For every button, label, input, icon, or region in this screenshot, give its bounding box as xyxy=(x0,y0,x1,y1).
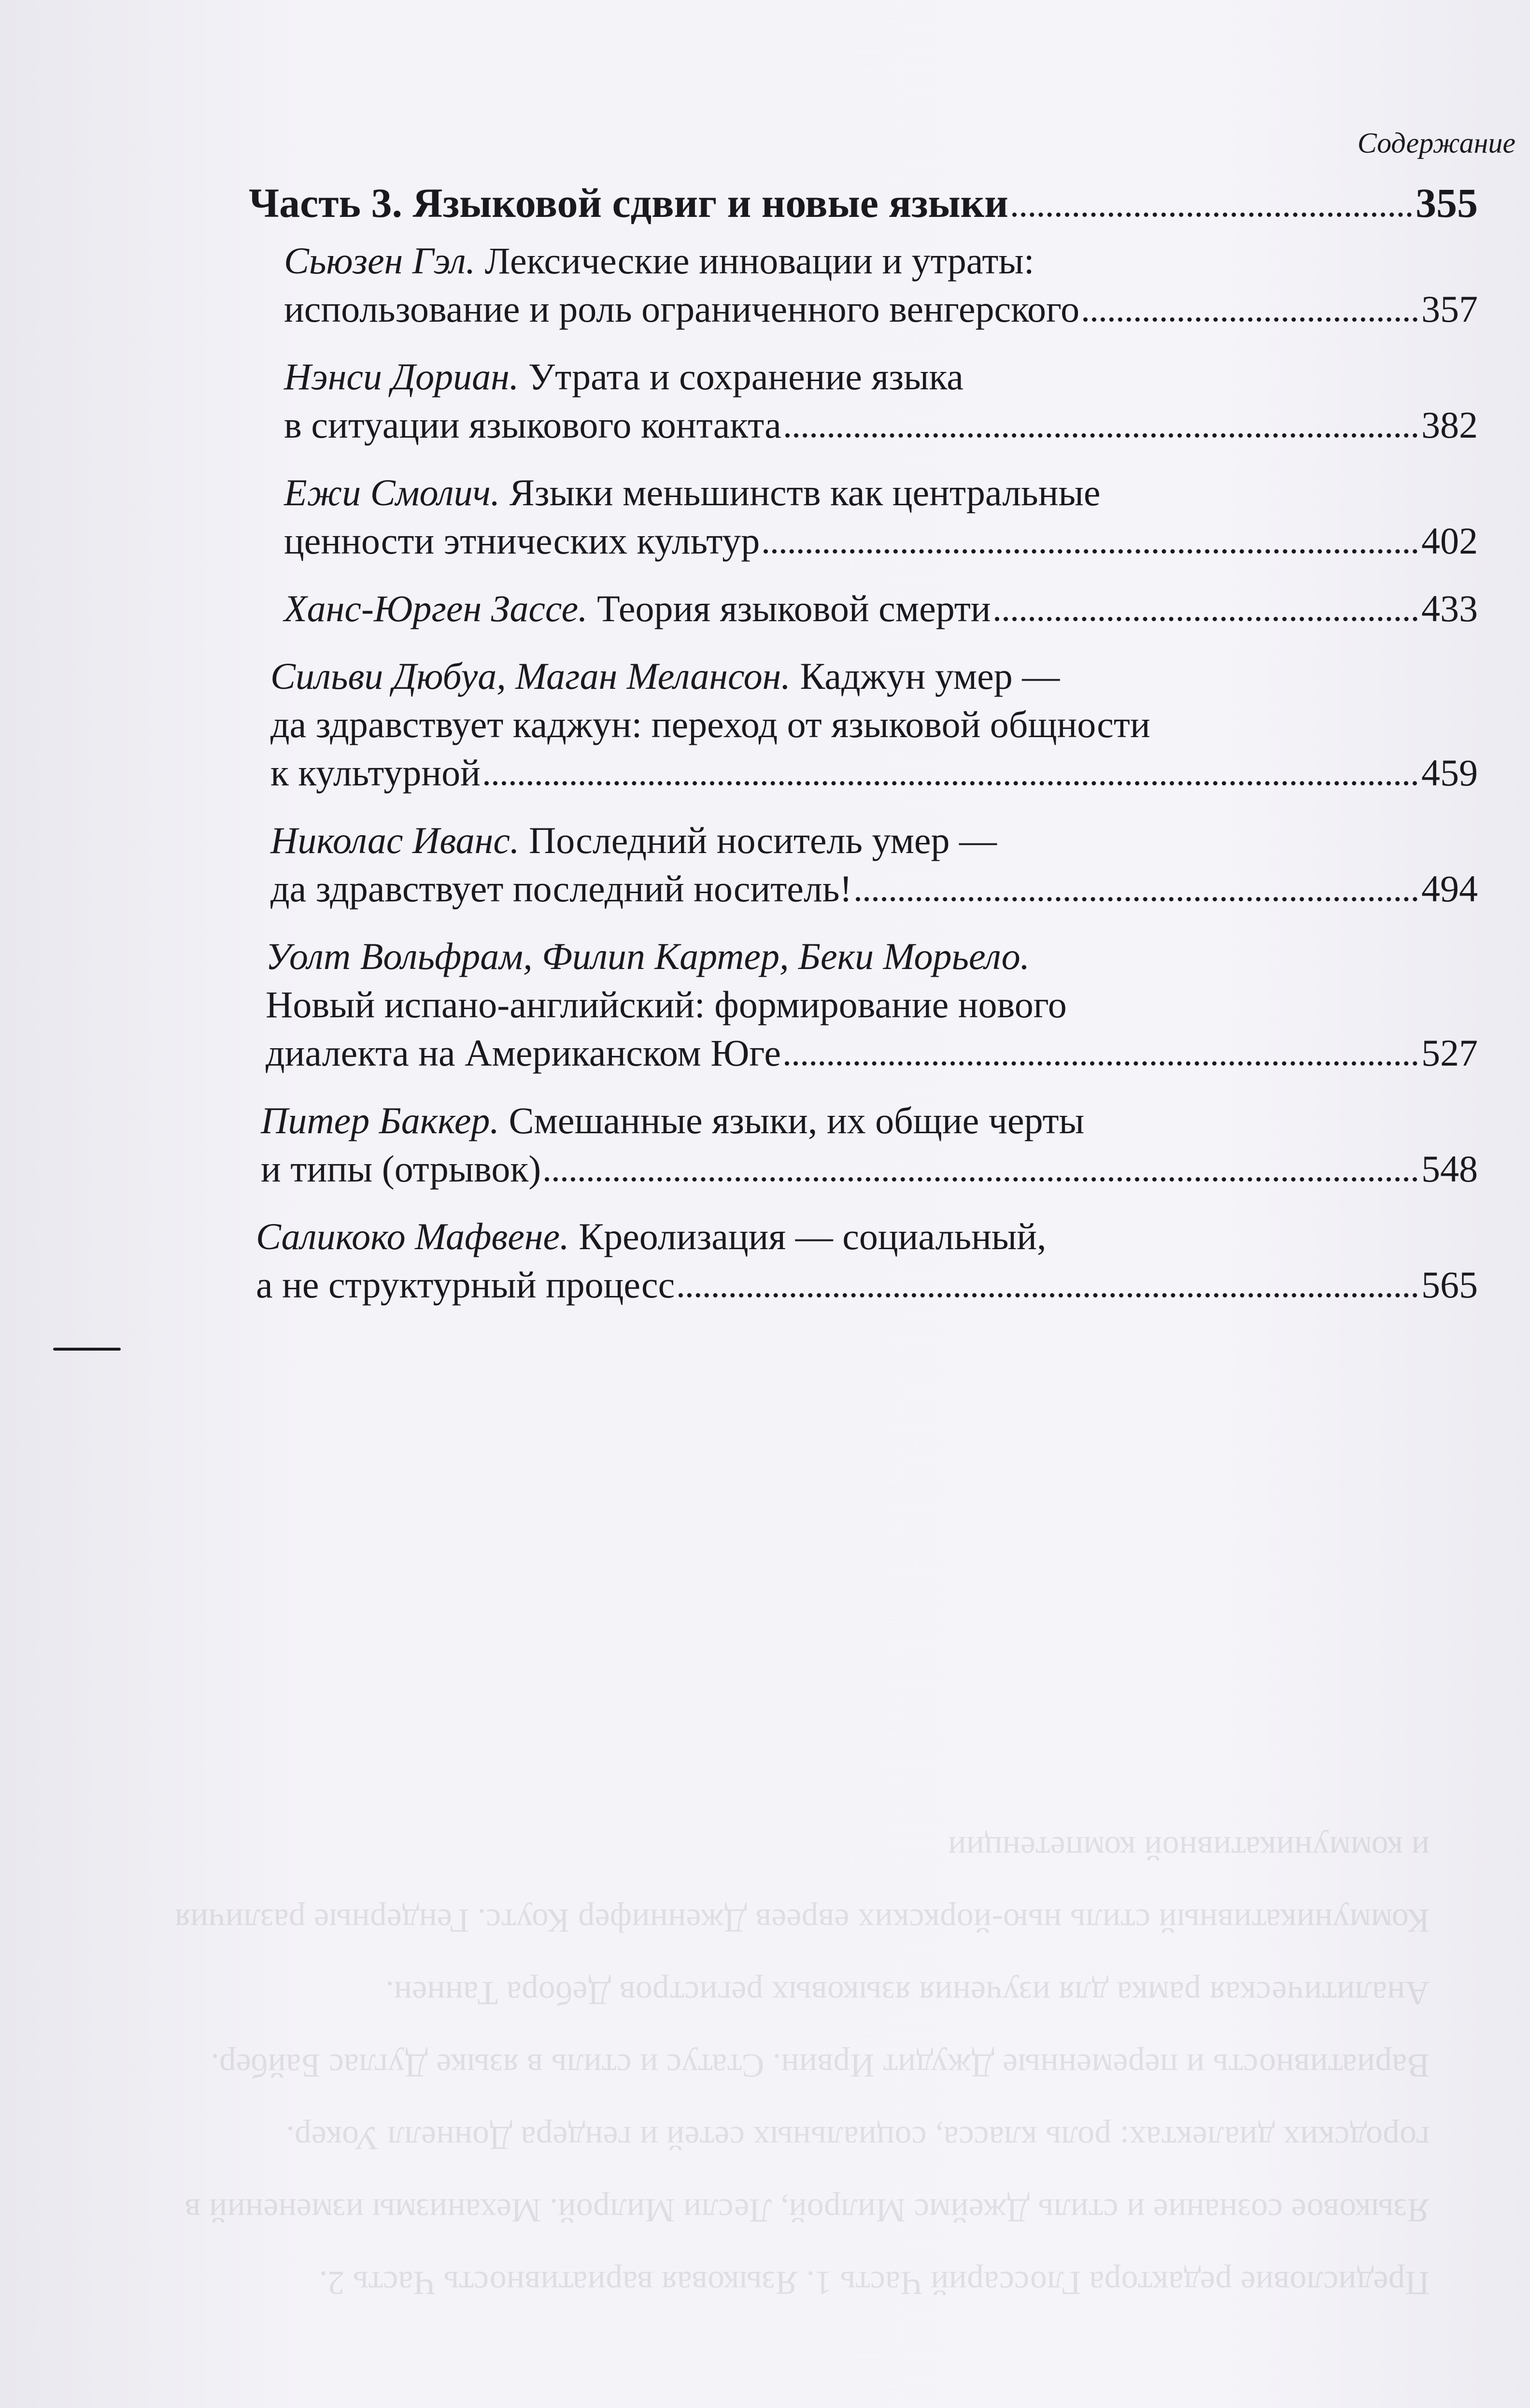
entry-title-last: и типы (отрывок) xyxy=(261,1148,541,1190)
page-number: 357 xyxy=(1421,288,1478,330)
page-number: 494 xyxy=(1421,868,1478,910)
toc-entry xyxy=(284,353,1478,449)
toc-entry xyxy=(256,1212,1478,1309)
entry-title-last: да здравствует последний носитель! xyxy=(270,868,852,910)
part-title: Часть 3. Языковой сдвиг и новые языки xyxy=(249,180,1008,226)
leader-dots xyxy=(764,549,1417,554)
leader-dots xyxy=(545,1177,1417,1182)
bleed-through-text: Предисловие редактора Глоссарий Часть 1. Языковая вариативность Часть 2. Языковое сознание и стиль Джеймс Милрой, Лесли Милрой. Механизмы изменений в городских диалектах: роль класса, социальных сетей и гендера Доннелл Уокер. Вариативность и переменные Джудит Ирвин. Статус и стиль в языке Дуглас Байбер. Аналитическая рамка для изучения языковых регистров Дебора Таннен. Коммуникативный стиль нью-йоркских евреев Дженнифер Коутс. Гендерные различия и коммуникативной компетенции xyxy=(174,1829,1430,2301)
entry-author: Ежи Смолич. xyxy=(284,471,500,513)
leader-dots xyxy=(679,1293,1417,1297)
toc-entry xyxy=(284,584,1478,633)
toc-entry xyxy=(266,932,1478,1077)
toc-entry xyxy=(284,469,1478,565)
entry-title-line: Языки меньшинств как центральные xyxy=(509,471,1101,513)
toc-entry xyxy=(284,237,1478,333)
page-number: 355 xyxy=(1416,180,1478,226)
entry-title-last: ценности этнических культур xyxy=(284,520,760,562)
entry-author: Питер Баккер. xyxy=(261,1099,499,1141)
page-number: 433 xyxy=(1421,587,1478,629)
entry-author: Сьюзен Гэл. xyxy=(284,240,476,282)
entry-title-line: Лексические инновации и утраты: xyxy=(484,240,1034,282)
entry-title-last: использование и роль ограниченного венгерского xyxy=(284,288,1080,330)
toc-entry xyxy=(261,1097,1478,1193)
table-of-contents xyxy=(241,169,1478,1309)
entry-author: Николас Иванс. xyxy=(270,819,520,861)
leader-dots xyxy=(1012,213,1412,217)
page-number: 527 xyxy=(1421,1032,1478,1074)
entry-author: Саликоко Мафвене. xyxy=(256,1215,569,1257)
entry-author: Нэнси Дориан. xyxy=(284,356,519,398)
entry-author: Уолт Вольфрам, Филип Картер, Беки Морьело. xyxy=(266,935,1030,977)
leader-dots xyxy=(785,433,1417,438)
entry-title-line: Каджун умер — xyxy=(800,655,1060,697)
leader-dots xyxy=(1083,317,1417,322)
running-header: Содержание xyxy=(1357,127,1516,159)
page-number: 548 xyxy=(1421,1148,1478,1190)
entry-title-line: Утрата и сохранение языка xyxy=(528,356,963,398)
entry-author: Ханс-Юрген Зассе. xyxy=(284,587,588,629)
entry-title-line: Новый испано-английский: формирование нового xyxy=(266,983,1067,1026)
entry-author: Сильви Дюбуа, Маган Мелансон. xyxy=(270,655,791,697)
entry-title-last: к культурной xyxy=(270,752,481,794)
entry-title-last: Теория языковой смерти xyxy=(597,587,991,629)
page-number: 565 xyxy=(1421,1264,1478,1306)
margin-mark xyxy=(53,1348,121,1351)
entry-title-line: Смешанные языки, их общие черты xyxy=(509,1099,1085,1141)
entry-title-line: Последний носитель умер — xyxy=(528,819,997,861)
page-number: 382 xyxy=(1421,404,1478,446)
page-number: 402 xyxy=(1421,520,1478,562)
leader-dots xyxy=(484,781,1417,785)
toc-entry xyxy=(270,816,1478,913)
entry-title-last: диалекта на Американском Юге xyxy=(266,1032,781,1074)
leader-dots xyxy=(785,1061,1417,1066)
entry-title-line: Креолизация — социальный, xyxy=(579,1215,1047,1257)
toc-entry xyxy=(270,652,1478,797)
leader-dots xyxy=(856,897,1417,901)
entry-title-last: в ситуации языкового контакта xyxy=(284,404,781,446)
entry-title-last: а не структурный процесс xyxy=(256,1264,675,1306)
entry-title-line: да здравствует каджун: переход от языковой общности xyxy=(270,703,1150,745)
part-heading xyxy=(249,169,1478,237)
page-number: 459 xyxy=(1421,752,1478,794)
leader-dots xyxy=(995,617,1417,621)
